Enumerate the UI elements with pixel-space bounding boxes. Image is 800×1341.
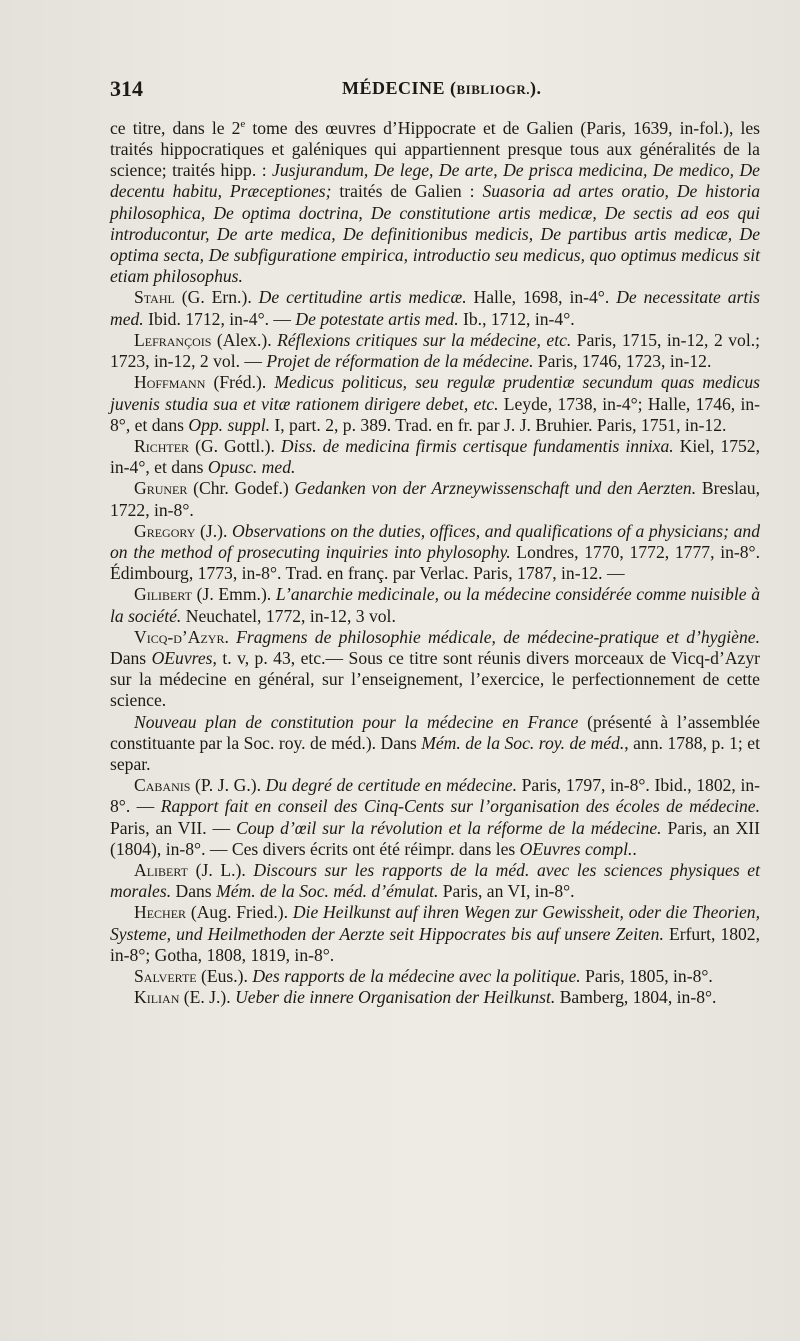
work-title: OEuvres compl. xyxy=(519,838,633,859)
bibliography-entry xyxy=(110,966,760,987)
entry-text: Paris, an XII (1804), in-8°. — Ces divers écrits ont été réimpr. dans les xyxy=(110,817,760,859)
work-title: Diss. de medicina firmis certisque fundamentis innixa. xyxy=(280,435,674,456)
entry-text: (Fréd.). xyxy=(205,372,275,393)
author-name: Lefrançois xyxy=(134,329,212,350)
author-name: Gregory xyxy=(134,520,196,541)
entry-text: , ann. 1788, p. 1; et separ. xyxy=(110,732,760,774)
entry-text: (J. Emm.). xyxy=(191,584,276,605)
work-title: Observations on the duties, offices, and qualifications of a physicians; and on the method of prosecuting inquiries into phylosophy. xyxy=(110,520,760,562)
entry-text: Leyde, 1738, in-4°; Halle, 1746, in-8°, et dans xyxy=(110,393,761,435)
work-title: OEuvres xyxy=(151,647,213,668)
author-name: Stahl xyxy=(134,287,175,308)
running-title-sub: BIBLIOGR. xyxy=(456,82,531,97)
work-title: Rapport fait en conseil des Cinq-Cents sur l’organisation des écoles de médecine. xyxy=(160,796,761,817)
entry-text: Ib., 1712, in-4°. xyxy=(458,308,575,329)
author-name: Kilian xyxy=(134,987,180,1008)
bibliography-entry xyxy=(110,902,760,966)
work-title: Fragmens de philosophie médicale, de médecine-pratique et d’hygiène. xyxy=(236,626,760,647)
bibliography-entry xyxy=(110,372,760,436)
author-name: Gilibert xyxy=(134,584,192,605)
entry-text: . xyxy=(632,838,637,859)
entry-text: Breslau, 1722, in-8°. xyxy=(110,478,760,520)
author-name: Alibert xyxy=(134,859,188,880)
running-title xyxy=(342,78,542,99)
work-title: Réflexions critiques sur la médecine, etc. xyxy=(277,329,572,350)
bibliography-entry xyxy=(110,775,760,860)
page-number: 314 xyxy=(110,76,143,101)
work-title: Projet de réformation de la médecine. xyxy=(266,351,534,372)
entry-text: Paris, 1746, 1723, in-12. xyxy=(533,351,712,372)
entry-text: (J.). xyxy=(195,520,232,541)
entry-text: I, part. 2, p. 389. Trad. en fr. par J. J. Bruhier. Paris, 1751, in-12. xyxy=(270,414,727,435)
bibliography-entry xyxy=(110,627,760,712)
entry-text: Paris, an VII. — xyxy=(110,817,237,838)
bibliography-entry xyxy=(110,521,760,585)
continued-paragraph xyxy=(110,114,760,287)
entry-text: (Eus.). xyxy=(196,965,253,986)
body-text xyxy=(110,114,760,1008)
entry-text: (G. Ern.). xyxy=(174,287,259,308)
entry-text: Paris, 1715, in-12, 2 vol.; 1723, in-12, 2 vol. — xyxy=(110,329,760,372)
work-title: De certitudine artis medicæ. xyxy=(258,287,467,308)
work-title: L’anarchie medicinale, ou la médecine considérée comme nuisible à la société. xyxy=(110,584,760,626)
bibliography-entry xyxy=(110,330,760,372)
running-title-main: MÉDECINE xyxy=(342,78,446,98)
bibliography-entry xyxy=(110,436,760,478)
entry-text: Londres, 1770, 1772, 1777, in-8°. Édimbourg, 1773, in-8°. Trad. en franç. par Verlac. Paris, 1787, in-12. — xyxy=(110,541,760,584)
entry-text: , t. v, p. 43, etc.— Sous ce titre sont réunis divers morceaux de Vicq-d’Azyr sur la médecine en général, sur l’enseignement, l’exercice, le perfectionnement de cette science. xyxy=(110,647,760,711)
entry-text: e xyxy=(240,118,246,130)
entry-text: (Aug. Fried.). xyxy=(186,902,293,923)
entry-text: traités de Galien : xyxy=(331,181,483,202)
work-title: Des rapports de la médecine avec la politique. xyxy=(252,965,581,986)
bibliography-entry xyxy=(110,712,760,776)
entry-text: ce titre, dans le 2 xyxy=(110,117,241,138)
entry-text: Dans xyxy=(110,647,152,668)
work-title: De necessitate artis med. xyxy=(110,287,761,329)
running-title-open: ( xyxy=(450,78,457,98)
bibliography-entry xyxy=(110,860,760,902)
work-title: Coup d’œil sur la révolution et la réforme de la médecine. xyxy=(236,817,662,838)
author-name: Hecher xyxy=(134,902,187,923)
work-title: Jusjurandum, De lege, De arte, De prisca medicina, De medico, De decentu habitu, Præceptiones; xyxy=(110,160,760,202)
entry-text: Erfurt, 1802, in-8°; Gotha, 1808, 1819, in-8°. xyxy=(110,923,761,965)
running-header xyxy=(110,76,758,106)
work-title: Medicus politicus, seu regulæ prudentiæ secundum quas medicus juvenis studia sua et vitæ rationem dirigere debet, etc. xyxy=(110,372,760,414)
author-name: Vicq-d’Azyr. xyxy=(134,626,229,647)
work-title: Mém. de la Soc. méd. d’émulat. xyxy=(216,881,439,902)
entry-text: Dans xyxy=(171,881,217,902)
bibliography-entry xyxy=(110,987,760,1008)
bibliography-entry xyxy=(110,478,760,520)
work-title: Mém. de la Soc. roy. de méd. xyxy=(421,732,625,753)
entry-text: Paris, 1805, in-8°. xyxy=(580,965,713,986)
work-title: Opusc. med. xyxy=(207,457,296,478)
running-title-close: ). xyxy=(530,78,542,98)
work-title: Opp. suppl. xyxy=(188,414,270,435)
entry-text: Paris, 1797, in-8°. Ibid., 1802, in-8°. — xyxy=(110,775,761,817)
entry-text: (Alex.). xyxy=(211,329,278,350)
bibliography-entry xyxy=(110,584,760,626)
entry-text: (G. Gottl.). xyxy=(189,435,281,456)
work-title: Die Heilkunst auf ihren Wegen zur Gewissheit, oder die Theorien, Systeme, und Heilmethoden der Aerzte seit Hippocrates bis auf unsere Zeiten. xyxy=(110,902,760,944)
author-name: Salverte xyxy=(134,965,197,986)
entry-text: Halle, 1698, in-4°. xyxy=(466,287,617,308)
entry-text: Ibid. 1712, in-4°. — xyxy=(143,308,296,329)
entry-text: (J. L.). xyxy=(187,859,254,880)
author-name: Cabanis xyxy=(134,775,191,796)
work-title: Nouveau plan de constitution pour la médecine en France xyxy=(134,711,579,732)
entry-text: Paris, an VI, in-8°. xyxy=(438,881,575,902)
entry-text: (présenté à l’assemblée constituante par la Soc. roy. de méd.). Dans xyxy=(110,711,760,753)
work-title: Discours sur les rapports de la méd. avec les sciences physiques et morales. xyxy=(110,859,760,902)
author-name: Richter xyxy=(134,435,190,456)
entry-text: (Chr. Godef.) xyxy=(187,478,295,499)
work-title: Gedanken von der Arzneywissenschaft und den Aerzten. xyxy=(294,478,697,499)
bibliography-entry xyxy=(110,287,760,329)
work-title: De potestate artis med. xyxy=(295,308,459,329)
work-title: Suasoria ad artes oratio, De historia philosophica, De optima doctrina, De constitutione artis medicæ, De sectis ad eos qui introducontur, De arte medica, De definitionibus medicis, De partibus artis medicæ, De optima secta, De subfiguratione empirica, introductio seu medicus, quo optimus medicus sit etiam philosophus. xyxy=(110,181,760,287)
work-title: Du degré de certitude en médecine. xyxy=(265,775,517,796)
author-name: Hoffmann xyxy=(134,372,206,393)
entry-text: Kiel, 1752, in-4°, et dans xyxy=(110,435,760,478)
work-title: Ueber die innere Organisation der Heilkunst. xyxy=(235,987,556,1008)
entry-text: Neuchatel, 1772, in-12, 3 vol. xyxy=(181,605,396,626)
entry-text: (P. J. G.). xyxy=(190,775,266,796)
author-name: Gruner xyxy=(134,478,188,499)
entry-text: Bamberg, 1804, in-8°. xyxy=(555,987,717,1008)
entry-text: tome des œuvres d’Hippocrate et de Galien (Paris, 1639, in-fol.), les traités hippocratiques et galéniques qui appartiennent presque tous aux généralités de la science; traités hipp. : xyxy=(110,117,760,181)
entry-text: (E. J.). xyxy=(179,987,236,1008)
